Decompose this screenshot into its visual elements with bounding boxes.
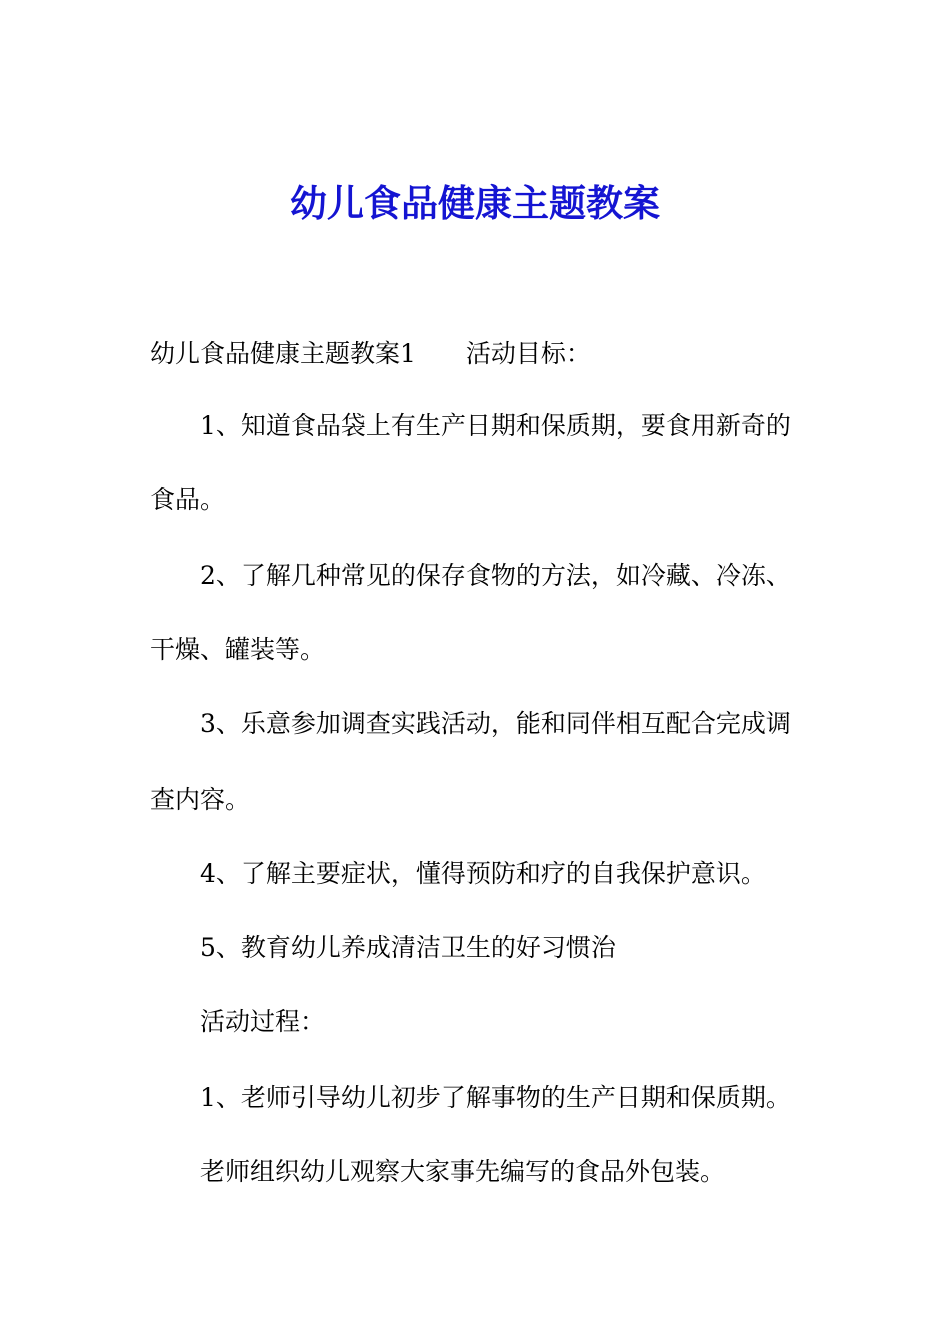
paragraph-line: 食品。: [150, 485, 226, 514]
section-heading-process: 活动过程：: [200, 1007, 326, 1036]
paragraph-line: 查内容。: [150, 785, 251, 814]
paragraph-line: 2、了解几种常见的保存食物的方法，如冷藏、冷冻、: [200, 561, 791, 590]
paragraph-line: 干燥、罐装等。: [150, 635, 326, 664]
section-heading-goals: 活动目标：: [465, 339, 591, 368]
heading-line: [150, 336, 591, 372]
paragraph-line: 老师组织幼儿观察大家事先编写的食品外包装。: [200, 1157, 726, 1186]
paragraph-line: 4、了解主要症状，懂得预防和疗的自我保护意识。: [200, 859, 766, 888]
paragraph-line: 3、乐意参加调查实践活动，能和同伴相互配合完成调: [200, 709, 791, 738]
document-title: 幼儿食品健康主题教案: [290, 181, 660, 225]
paragraph-line: 1、老师引导幼儿初步了解事物的生产日期和保质期。: [200, 1083, 791, 1112]
lesson-heading: 幼儿食品健康主题教案1: [150, 339, 416, 368]
paragraph-line: 1、知道食品袋上有生产日期和保质期，要食用新奇的: [200, 411, 791, 440]
paragraph-line: 5、教育幼儿养成清洁卫生的好习惯治: [200, 933, 616, 962]
